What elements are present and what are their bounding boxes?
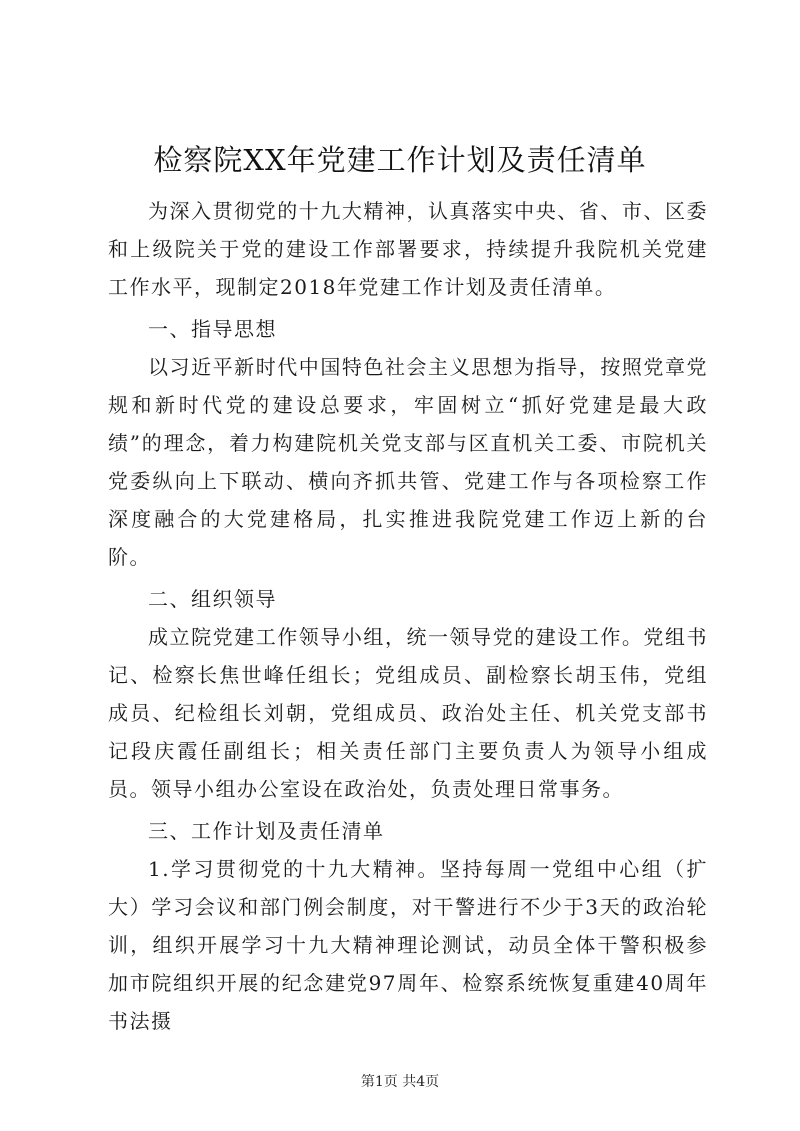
page-number-footer: 第1页 共4页 xyxy=(360,1074,440,1090)
section-heading-work-plan: 三、工作计划及责任清单 xyxy=(148,819,385,843)
intro-paragraph: 为深入贯彻党的十九大精神，认真落实中央、省、市、区委和上级院关于党的建设工作部署要求，持续提升我院机关党建工作水平，现制定2018年党建工作计划及责任清单。 xyxy=(108,199,708,299)
work-plan-item-1: 1.学习贯彻党的十九大精神。坚持每周一党组中心组（扩大）学习会议和部门例会制度，对干警进行不少于3天的政治轮训，组织开展学习十九大精神理论测试，动员全体干警积极参加市院组织开展的纪念建党97周年、检察系统恢复重建40周年书法摄 xyxy=(108,857,708,1033)
organization-paragraph: 成立院党建工作领导小组，统一领导党的建设工作。党组书记、检察长焦世峰任组长；党组成员、副检察长胡玉伟，党组成员、纪检组长刘朝，党组成员、政治处主任、机关党支部书记段庆霞任副组长；相关责任部门主要负责人为领导小组成员。领导小组办公室设在政治处，负责处理日常事务。 xyxy=(108,625,708,801)
section-heading-organization: 二、组织领导 xyxy=(148,587,277,611)
document-body xyxy=(108,192,708,1040)
document-title: 检察院XX年党建工作计划及责任清单 xyxy=(153,143,647,177)
section-heading-guiding-ideology: 一、指导思想 xyxy=(148,317,277,341)
guiding-ideology-paragraph: 以习近平新时代中国特色社会主义思想为指导，按照党章党规和新时代党的建设总要求，牢固树立“抓好党建是最大政绩”的理念，着力构建院机关党支部与区直机关工委、市院机关党委纵向上下联动、横向齐抓共管、党建工作与各项检察工作深度融合的大党建格局，扎实推进我院党建工作迈上新的台阶。 xyxy=(108,355,708,569)
